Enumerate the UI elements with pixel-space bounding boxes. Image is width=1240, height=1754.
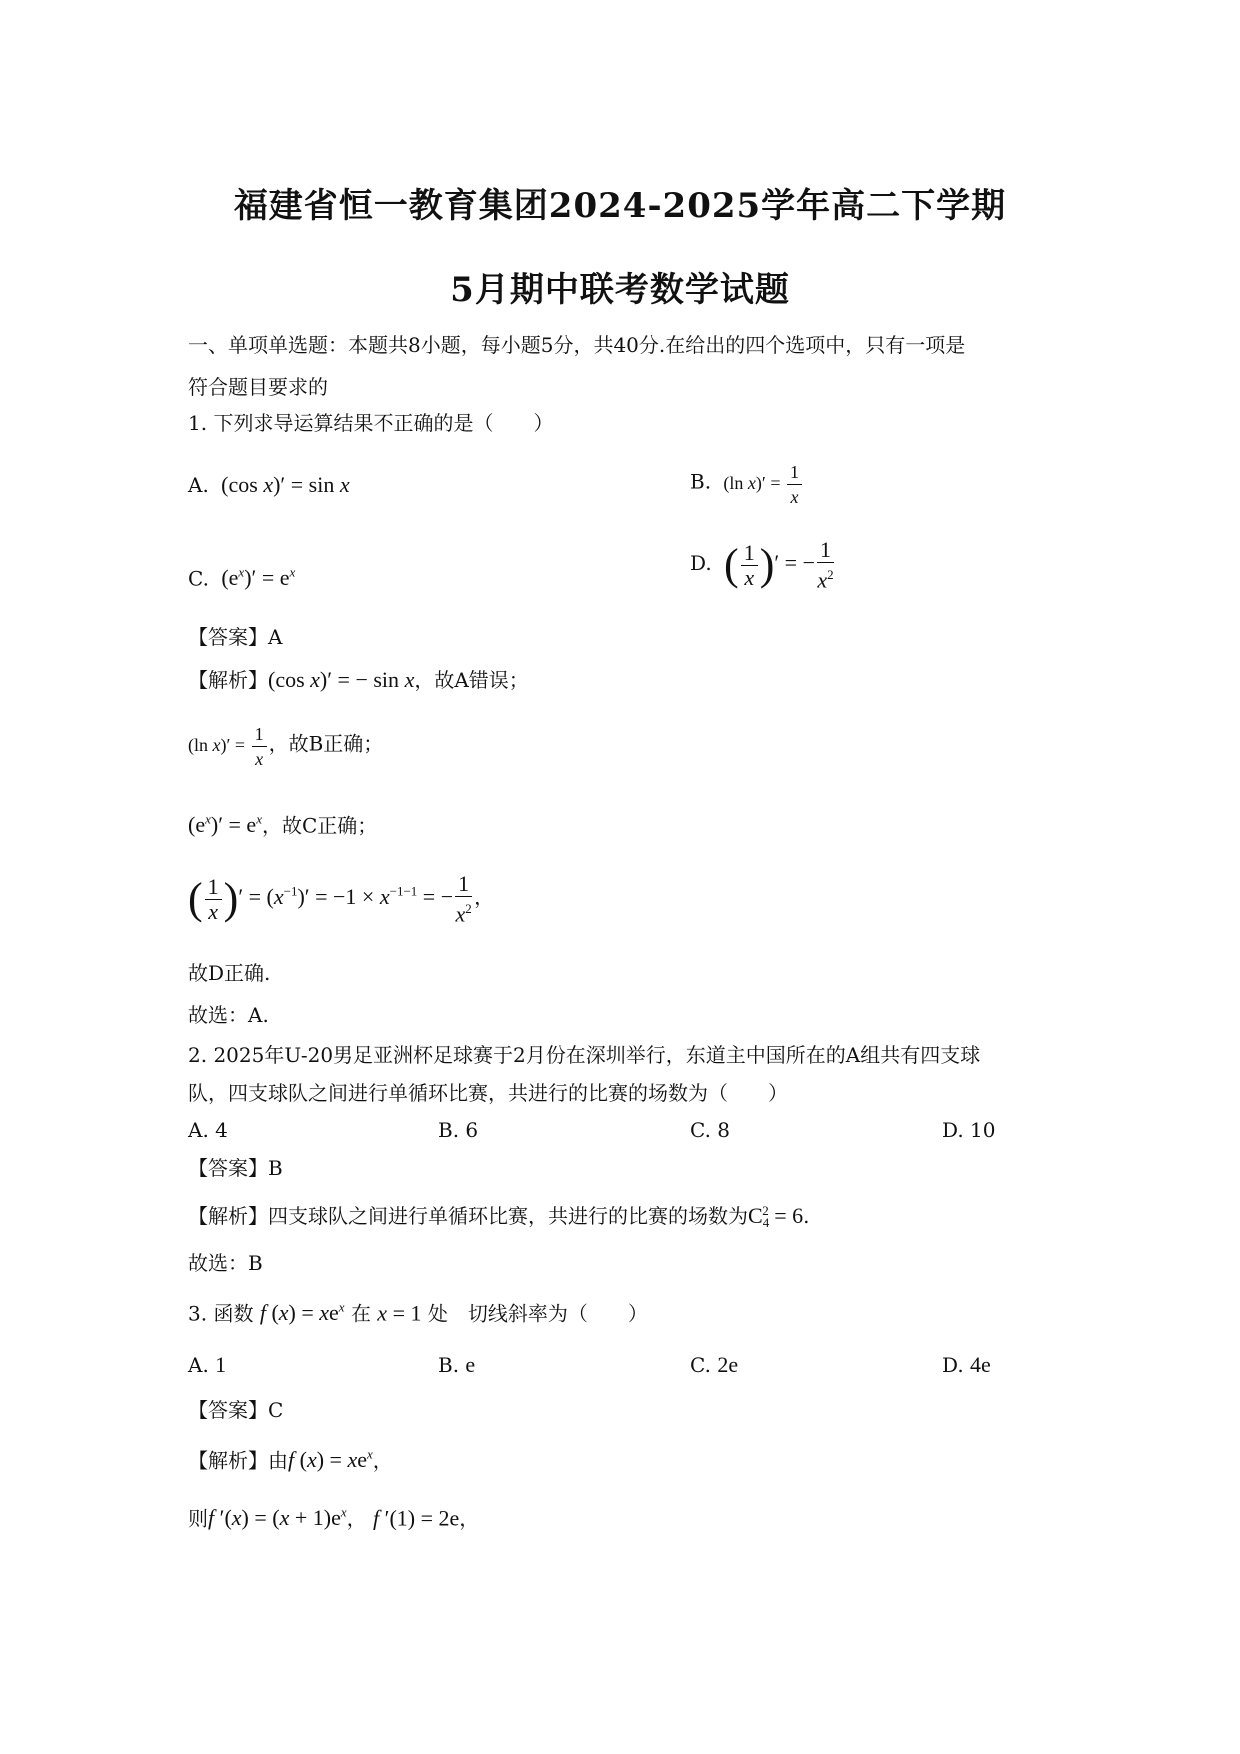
q1-stem: 1. 下列求导运算结果不正确的是（ ） <box>188 411 554 435</box>
q2-stem-line1: 2. 2025年U-20男足亚洲杯足球赛于2月份在深圳举行，东道主中国所在的A组共有四支球 <box>188 1043 981 1067</box>
q1-answer: 【答案】A <box>188 625 283 649</box>
q3-analysis-formula3: f ′(1) = 2e <box>373 1505 460 1531</box>
q2-answer: 【答案】B <box>188 1156 283 1180</box>
q1-analysis-formula3: $(e^x)' = e^x$ <box>188 812 262 838</box>
page-subtitle: 5月期中联考数学试题 <box>450 270 790 310</box>
q1-option-d-formula: ( $\frac{1}{x}$ )′ = − $\frac{1}{x^2}$ <box>724 537 834 593</box>
q1-analysis-formula1: (cos x)′ = − sin x <box>268 667 415 692</box>
q2-choose: 故选：B <box>188 1251 263 1275</box>
q1-analysis-line4: ( $\frac{1}{x}$ )′ = $(x^{-1})' = -1 \times x^{-1-1}$ = − $\frac{1}{x^2}$ ， <box>188 871 495 927</box>
q1-option-c-formula: $(e^x)' = e^x$ <box>221 565 296 591</box>
q1-analysis-formula2: (ln x)′ = $\frac{1}{x}$ <box>188 735 269 755</box>
q3-option-b: B. e <box>438 1352 476 1377</box>
q1-option-c: C. $(e^x)' = e^x$ <box>188 565 296 591</box>
q2-option-b: B. 6 <box>438 1118 479 1142</box>
q3-answer: 【答案】C <box>188 1398 284 1422</box>
q3-option-c: C. 2e <box>690 1352 739 1377</box>
q1-analysis-line3: $(e^x)' = e^x$，故C正确； <box>188 812 378 838</box>
q1-option-a-formula: (cos x)′ = sin x <box>221 472 350 497</box>
q3-analysis-formula2: f $'(x) = (x + 1)e^x$ <box>208 1505 347 1531</box>
section-intro-line2: 符合题目要求的 <box>188 375 328 399</box>
q3-option-d: D. 4e <box>942 1352 991 1377</box>
q3-option-a: A. 1 <box>188 1352 227 1377</box>
q3-stem-point: x = 1 <box>377 1300 422 1326</box>
q1-option-a: A. (cos x)′ = sin x <box>188 472 350 497</box>
q3-analysis-line1: 【解析】由f $(x) = xe^x$， <box>188 1447 393 1473</box>
page-title: 福建省恒一教育集团2024-2025学年高二下学期 <box>233 186 1007 226</box>
q2-stem-line2: 队，四支球队之间进行单循环比赛，共进行的比赛的场数为（ ） <box>188 1081 788 1105</box>
q2-option-d: D. 10 <box>942 1118 996 1142</box>
q1-choose: 故选：A. <box>188 1003 269 1027</box>
q1-option-b-formula: (ln x)′ = $\frac{1}{x}$ <box>723 473 804 493</box>
q2-analysis-formula: $C_4^2 = 6$ <box>748 1203 804 1230</box>
q2-analysis: 【解析】四支球队之间进行单循环比赛，共进行的比赛的场数为$C_4^2 = 6$. <box>188 1203 810 1230</box>
q1-analysis-line1: 【解析】(cos x)′ = − sin x，故A错误； <box>188 667 529 692</box>
q3-stem-function: f $(x) = xe^x$ <box>259 1300 345 1326</box>
q2-option-c: C. 8 <box>690 1118 731 1142</box>
q1-option-b: B. (ln x)′ = $\frac{1}{x}$ <box>690 460 804 509</box>
q3-stem: 3. 函数 f $(x) = xe^x$ 在 x = 1 处 切线斜率为（ ） <box>188 1300 648 1326</box>
q2-option-a: A. 4 <box>188 1118 228 1142</box>
q1-analysis-line5: 故D正确. <box>188 961 271 985</box>
q1-analysis-formula4: ( $\frac{1}{x}$ )′ = $(x^{-1})' = -1 \times x^{-1-1}$ = − $\frac{1}{x^2}$ <box>188 871 472 927</box>
section-intro-line1: 一、单项单选题：本题共8小题，每小题5分，共40分.在给出的四个选项中，只有一项是 <box>188 333 966 357</box>
q1-option-d: D. ( $\frac{1}{x}$ )′ = − $\frac{1}{x^2}$ <box>690 538 836 592</box>
q3-analysis-line2: 则f $'(x) = (x + 1)e^x$， f ′(1) = 2e， <box>188 1505 480 1531</box>
q3-analysis-formula1: f $(x) = xe^x$ <box>288 1447 373 1473</box>
q1-analysis-line2: (ln x)′ = $\frac{1}{x}$ ，故B正确； <box>188 724 384 769</box>
